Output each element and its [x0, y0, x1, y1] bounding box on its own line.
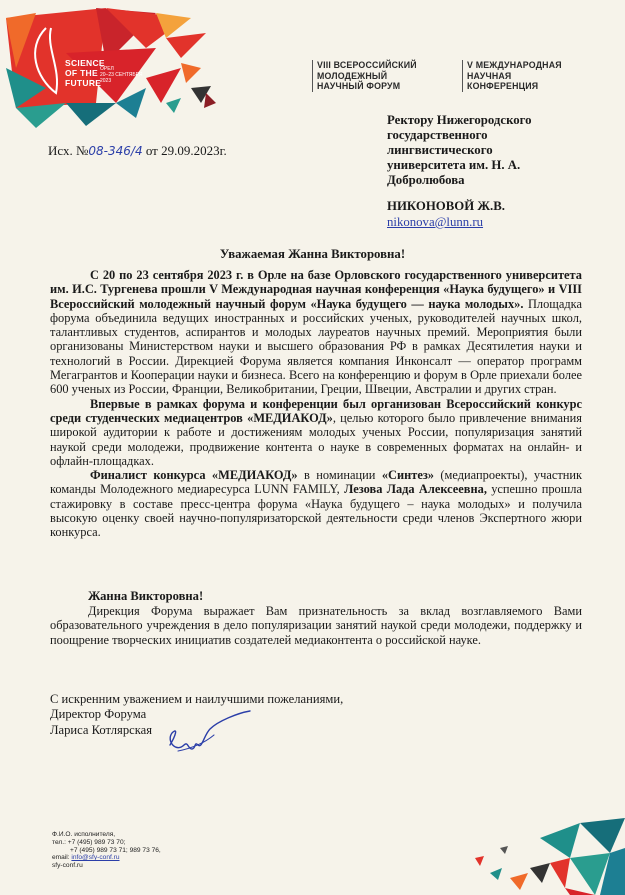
logo-wordmark: SCIENCE OF THE FUTURE — [65, 58, 105, 88]
recipient-email-link[interactable]: nikonova@lunn.ru — [387, 215, 484, 229]
header-divider — [462, 60, 463, 92]
handwritten-number: 08-346/4 — [88, 144, 143, 158]
second-address: Жанна Викторовна! — [88, 589, 204, 603]
forum-title: VIII ВСЕРОССИЙСКИЙ МОЛОДЕЖНЫЙ НАУЧНЫЙ ФОРУМ — [317, 60, 417, 91]
outgoing-number: Исх. №08-346/4 от 29.09.2023г. — [48, 143, 227, 158]
addressee-block: Ректору Нижегородского государственного лингвистического университета им. Н. А. Добролюбова — [387, 113, 532, 187]
letter-body — [50, 268, 582, 540]
recipient-name: НИКОНОВОЙ Ж.В. — [387, 199, 505, 213]
conference-title: V МЕЖДУНАРОДНАЯ НАУЧНАЯ КОНФЕРЕНЦИЯ — [467, 60, 562, 91]
header-divider — [312, 60, 313, 92]
paragraph-3: Финалист конкурса «МЕДИАКОД» в номинации «Синтез» (медиапроекты), участник команды Молодежного медиаресурса LUNN FAMILY, Лезова Лада Алексеевна, успешно прошла стажировку в составе пресс-центра форума «Наука будущего – наука молодых» и получила высокую оценку своей научно-популяризаторской деятельности среди членов Экспертного жюри конкурса. — [50, 468, 583, 540]
footer-email-link[interactable]: info@sfy-conf.ru — [71, 854, 120, 862]
paragraph-1: С 20 по 23 сентября 2023 г. в Орле на базе Орловского государственного университета им. И.С. Тургенева прошли V Международная научная конференция «Наука будущего» и VIII Всероссийский молодежный научный форум «Наука будущего — наука молодых». Площадка форума объединила ведущих иностранных и российских ученых, руководителей научных школ, талантливых студентов, аспирантов и молодых лауреатов научных премий. Мероприятия были организованы Министерством науки и высшего образования РФ в рамках Десятилетия науки и технологий в России. Дирекцией Форума является компания Инконсалт — оператор программ Мегагрантов и Кооперации науки и бизнеса. Всего на конференцию и форум в Орле приехали более 600 ученых из России, Франции, Великобритании, Греции, Швеции, Австралии и других стран. — [50, 268, 582, 397]
greeting: Уважаемая Жанна Викторовна! — [219, 247, 406, 261]
closing-block: С искренним уважением и наилучшими пожеланиями, Директор Форума Лариса Котлярская — [50, 692, 344, 737]
corner-decoration-icon — [470, 818, 625, 895]
logo-date: ОРЕЛ 20–23 СЕНТЯБРЯ 2023 — [100, 66, 143, 84]
footer-contacts: Ф.И.О. исполнителя, тел.: +7 (495) 989 73 70; +7 (495) 989 73 71; 989 73 76, email: info@sfy-conf.ru sfy-conf.ru — [52, 831, 161, 870]
signature-icon — [158, 705, 253, 760]
footer-site: sfy-conf.ru — [52, 862, 83, 870]
paragraph-2: Впервые в рамках форума и конференции был организован Всероссийский конкурс среди студенческих медиацентров «МЕДИАКОД», целью которого было привлечение внимания широкой аудитории к работе и достижениям молодых ученых России, популяризация занятий наукой среди молодежи, продвижение контента о науке в современных форматах на онлайн- и офлайн-площадках. — [50, 396, 582, 468]
thanks-paragraph: Дирекция Форума выражает Вам признательность за вклад возглавляемого Вами образовательного учреждения в дело популяризации занятий наукой среди молодежи, поддержку и поощрение творческих инициатив создателей медиаконтента о российской науке. — [50, 604, 582, 647]
